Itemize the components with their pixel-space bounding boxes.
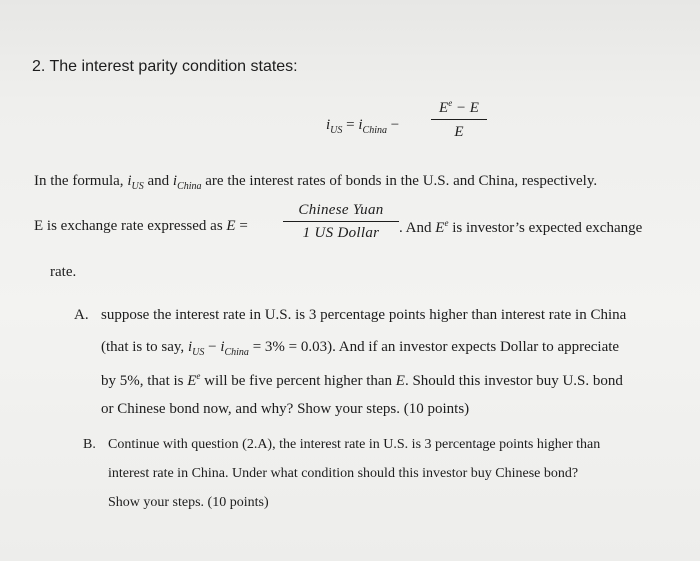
item-b-line-3: Show your steps. (10 points) bbox=[108, 495, 269, 510]
eq-num-rest: − E bbox=[452, 100, 479, 116]
para-text: and bbox=[143, 173, 173, 189]
item-a-text: will be five percent higher than bbox=[200, 373, 396, 389]
para-equals: = bbox=[235, 218, 248, 234]
item-a-line-3 bbox=[101, 371, 623, 390]
eq-rhs-sub: China bbox=[362, 125, 387, 136]
paragraph-line-1 bbox=[34, 173, 597, 192]
item-a-var-E: E bbox=[395, 373, 405, 389]
item-b-line-2: interest rate in China. Under what condition should this investor buy Chinese bond? bbox=[108, 466, 579, 481]
item-b-letter: B. bbox=[83, 437, 96, 452]
para-var-E: E bbox=[435, 220, 445, 236]
para-sup-e: e bbox=[444, 218, 449, 228]
item-b-line-1: Continue with question (2.A), the interest rate in U.S. is 3 percentage points higher than bbox=[108, 437, 601, 452]
item-a-var-i: i bbox=[220, 339, 225, 355]
paragraph-line-2-start bbox=[34, 218, 248, 235]
item-a-line-2 bbox=[101, 339, 619, 358]
item-a-text: . Should this investor buy U.S. bond bbox=[404, 373, 623, 389]
para-var-i: i bbox=[172, 173, 178, 189]
item-a-minus: − bbox=[204, 339, 221, 355]
para-text: is investor’s expected exchange bbox=[448, 220, 643, 236]
para-text: E is exchange rate expressed as bbox=[34, 218, 227, 234]
para-text: . And bbox=[399, 220, 436, 236]
exchange-rate-fraction bbox=[283, 202, 399, 242]
item-a-text: = 3% = 0.03). And if an investor expects Dollar to appreciate bbox=[248, 339, 620, 355]
para-text: are the interest rates of bonds in the U.S. and China, respectively. bbox=[201, 173, 598, 189]
item-a-line-1: suppose the interest rate in U.S. is 3 percentage points higher than interest rate in China bbox=[101, 307, 627, 323]
eq-numerator bbox=[431, 98, 487, 116]
paragraph-line-2-end bbox=[399, 218, 642, 237]
item-a-text: (that is to say, bbox=[101, 339, 188, 355]
item-a-letter: A. bbox=[74, 307, 89, 323]
item-a-var-i: i bbox=[187, 339, 193, 355]
para-text: In the formula, bbox=[34, 173, 128, 189]
frac-numerator: Chinese Yuan bbox=[298, 202, 384, 218]
interest-parity-equation bbox=[326, 117, 399, 136]
item-a-sub-china: China bbox=[224, 347, 249, 358]
eq-minus: − bbox=[387, 117, 400, 133]
paragraph-line-3: rate. bbox=[50, 264, 77, 280]
eq-fraction-bar bbox=[431, 119, 487, 120]
frac-denominator: 1 US Dollar bbox=[302, 225, 380, 241]
eq-rhs-var: i bbox=[358, 117, 363, 133]
question-title: 2. The interest parity condition states: bbox=[32, 58, 298, 75]
item-a-sub-us: US bbox=[192, 347, 205, 358]
eq-equals: = bbox=[342, 117, 359, 133]
frac-bar bbox=[283, 221, 399, 222]
para-sub-us: US bbox=[131, 181, 144, 192]
eq-lhs-sub: US bbox=[330, 125, 343, 136]
eq-fraction bbox=[431, 98, 487, 141]
item-a-sup-e: e bbox=[196, 371, 201, 381]
para-var-i: i bbox=[127, 173, 132, 189]
para-var-E: E bbox=[226, 218, 236, 234]
para-sub-china: China bbox=[177, 181, 202, 192]
eq-lhs-var: i bbox=[326, 117, 331, 133]
eq-num-E: E bbox=[439, 100, 449, 116]
item-a-var-E: E bbox=[187, 373, 197, 389]
eq-num-sup: e bbox=[448, 98, 453, 108]
eq-denominator: E bbox=[454, 124, 464, 140]
item-a-text: by 5%, that is bbox=[101, 373, 188, 389]
item-a-line-4: or Chinese bond now, and why? Show your steps. (10 points) bbox=[101, 401, 470, 417]
